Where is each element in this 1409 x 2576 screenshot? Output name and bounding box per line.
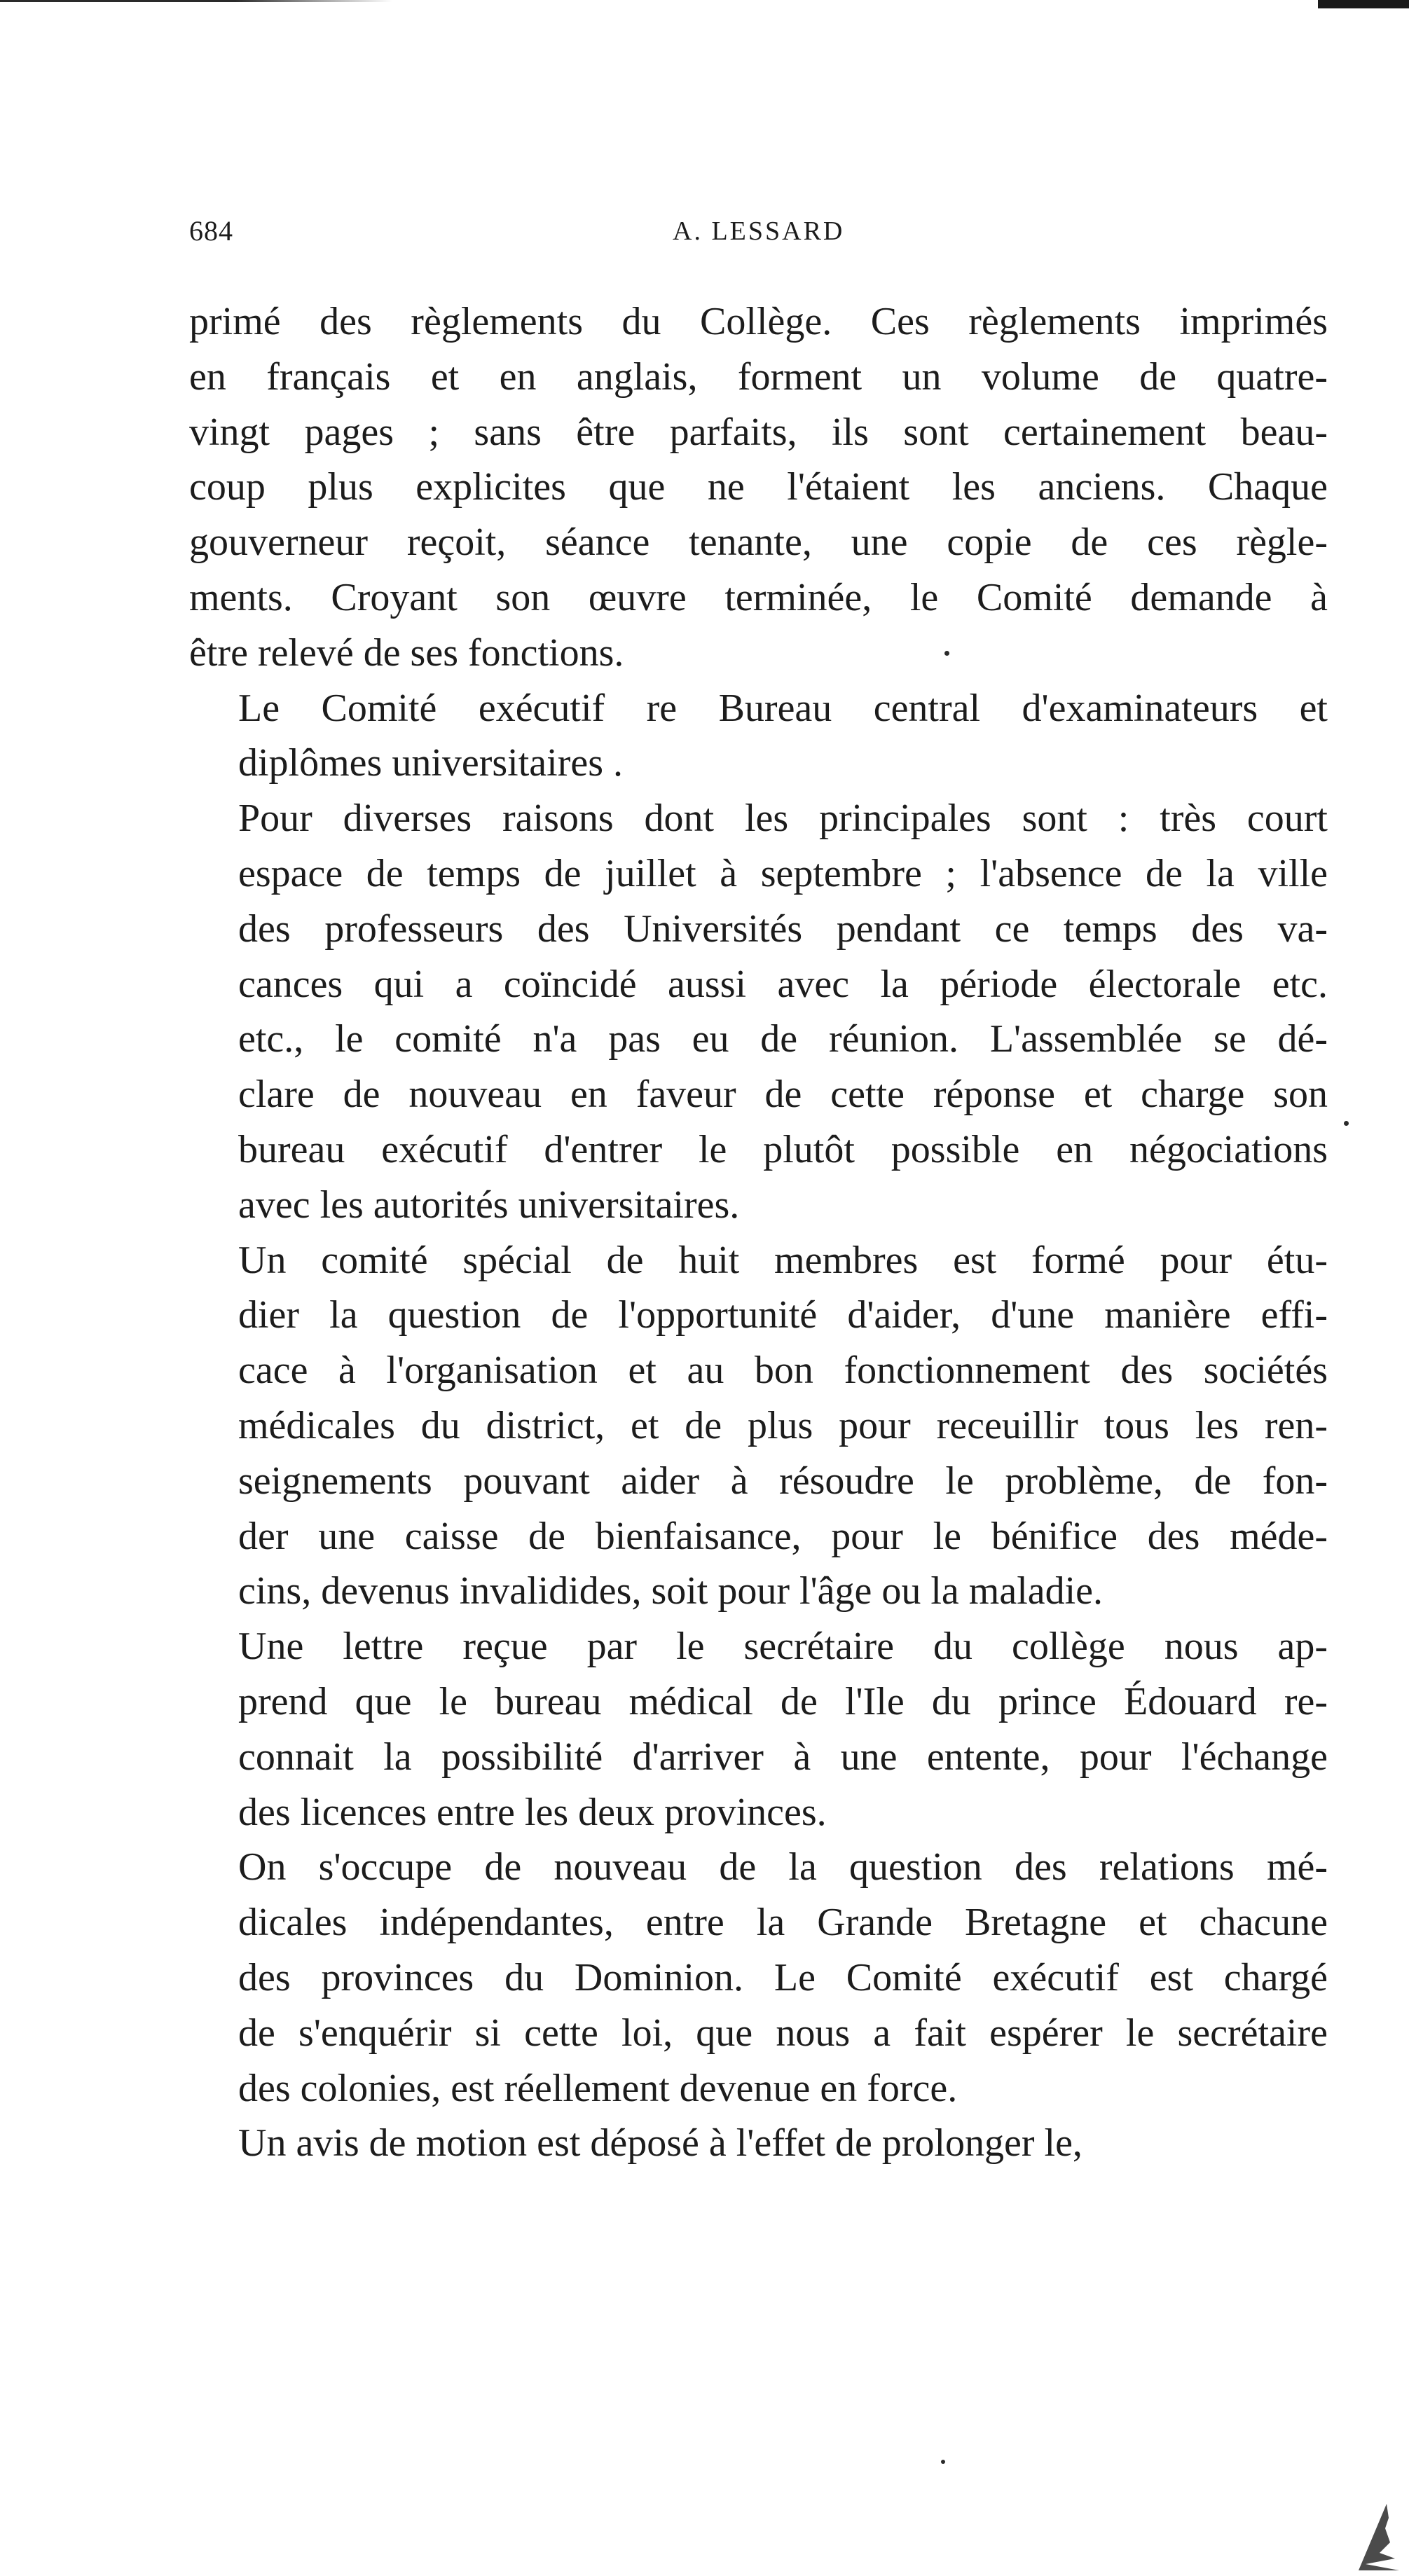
text-line: gouverneur reçoit, séance tenante, une copie de ces règle-	[189, 521, 1328, 565]
paragraph-letter	[189, 1619, 1328, 1840]
corner-mark-graphic	[1359, 2504, 1401, 2570]
text-line: On s'occupe de nouveau de la question des relations mé-	[238, 1845, 1328, 1889]
page-number: 684	[189, 215, 233, 247]
text-line: Un comité spécial de huit membres est formé pour étu-	[238, 1238, 1328, 1282]
text-line: des professeurs des Universités pendant ce temps des va-	[238, 907, 1328, 951]
text-line: dicales indépendantes, entre la Grande Bretagne et chacune	[238, 1901, 1328, 1945]
paragraph-reasons	[189, 791, 1328, 1232]
text-line: avec les autorités universitaires.	[238, 1183, 740, 1227]
scan-speck	[944, 651, 949, 656]
text-line: ments. Croyant son œuvre terminée, le Comité demande à	[189, 575, 1328, 619]
paragraph-special-committee	[189, 1233, 1328, 1620]
paragraph-continuation	[189, 294, 1328, 681]
text-line: vingt pages ; sans être parfaits, ils sont certainement beau-	[189, 410, 1328, 454]
text-line: coup plus explicites que ne l'étaient les anciens. Chaque	[189, 465, 1328, 509]
text-line: connait la possibilité d'arriver à une entente, pour l'échange	[238, 1735, 1328, 1779]
text-line: espace de temps de juillet à septembre ; l'absence de la ville	[238, 851, 1328, 895]
running-head: A. LESSARD	[673, 216, 845, 246]
page-header	[189, 210, 1310, 252]
text-line: Un avis de motion est déposé à l'effet de prolonger le,	[238, 2121, 1082, 2165]
text-line: prend que le bureau médical de l'Ile du prince Édouard re-	[238, 1679, 1328, 1723]
scan-edge-rule-right	[1318, 0, 1409, 8]
text-line: clare de nouveau en faveur de cette réponse et charge son	[238, 1073, 1328, 1117]
scan-speck	[941, 2460, 945, 2464]
scan-speck	[1344, 1121, 1349, 1126]
scan-edge-rule-left	[0, 0, 392, 2]
text-line: être relevé de ses fonctions.	[189, 631, 624, 675]
text-line: dier la question de l'opportunité d'aider, d'une manière effi-	[238, 1293, 1328, 1337]
text-line: primé des règlements du Collège. Ces règlements imprimés	[189, 300, 1328, 343]
text-line: cace à l'organisation et au bon fonctionnement des sociétés	[238, 1349, 1328, 1393]
text-line: bureau exécutif d'entrer le plutôt possible en négociations	[238, 1127, 1328, 1171]
text-line: seignements pouvant aider à résoudre le problème, de fon-	[238, 1459, 1328, 1503]
text-line: Pour diverses raisons dont les principales sont : très court	[238, 797, 1328, 841]
text-line: diplômes universitaires .	[238, 741, 624, 785]
paragraph-motion	[189, 2116, 1328, 2171]
text-line: des licences entre les deux provinces.	[238, 1790, 827, 1834]
body-text	[189, 294, 1328, 2171]
text-line: médicales du district, et de plus pour receuillir tous les ren-	[238, 1403, 1328, 1447]
text-line: Le Comité exécutif re Bureau central d'examinateurs et	[238, 686, 1328, 730]
paragraph-relations	[189, 1840, 1328, 2116]
text-line: cances qui a coïncidé aussi avec la période électorale etc.	[238, 962, 1328, 1006]
text-line: des provinces du Dominion. Le Comité exécutif est chargé	[238, 1955, 1328, 1999]
text-line: en français et en anglais, forment un volume de quatre-	[189, 354, 1328, 399]
text-line: etc., le comité n'a pas eu de réunion. L'assemblée se dé-	[238, 1017, 1328, 1061]
text-line: de s'enquérir si cette loi, que nous a fait espérer le secrétaire	[238, 2011, 1328, 2055]
text-line: cins, devenus invalidides, soit pour l'âge ou la maladie.	[238, 1569, 1104, 1613]
scan-corner-mark	[1359, 2504, 1401, 2570]
paragraph-executive-committee	[189, 681, 1328, 792]
text-line: der une caisse de bienfaisance, pour le bénifice des méde-	[238, 1514, 1328, 1558]
text-line: des colonies, est réellement devenue en force.	[238, 2066, 958, 2110]
text-line: Une lettre reçue par le secrétaire du collège nous ap-	[238, 1625, 1328, 1669]
